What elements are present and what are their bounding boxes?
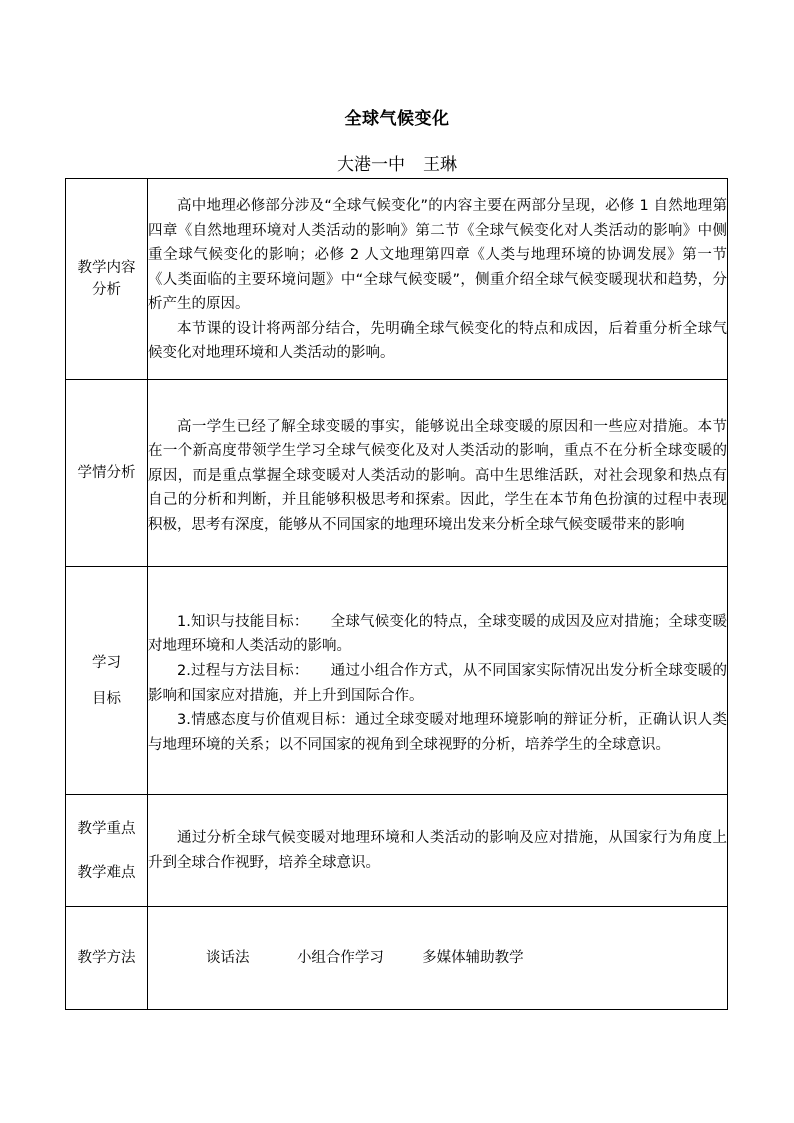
teaching-methods-cell [148,907,728,1010]
content-analysis-cell [148,179,728,380]
student-analysis-cell [148,380,728,567]
table-row [66,380,728,567]
methods-line [148,946,727,971]
label-learning-goals [66,567,148,795]
method-item: 小组合作学习 [296,949,384,966]
lesson-plan-table [65,178,728,1010]
label-student-analysis: 学情分析 [66,380,148,567]
table-row [66,179,728,380]
paragraph: 本节课的设计将两部分结合，先明确全球气候变化的特点和成因，后着重分析全球气候变化对地理环境和人类活动的影响。 [148,320,727,362]
label-text: 目标 [92,690,121,707]
label-teaching-methods: 教学方法 [66,907,148,1010]
paragraph: 高中地理必修部分涉及“全球气候变化”的内容主要在两部分呈现，必修 1 自然地理第四章《自然地理环境对人类活动的影响》第二节《全球气候变化对人类活动的影响》中侧重全球气候变化的影响；必修 2 人文地理第四章《人类与地理环境的协调发展》第一节《人类面临的主要环境问题》中“全球气候变暖”，侧重介绍全球气候变暖现状和趋势，分析产生的原因。 [148,197,727,313]
label-text: 教学难点 [77,864,136,881]
label-key-points [66,795,148,907]
paragraph: 高一学生已经了解全球变暖的事实，能够说出全球变暖的原因和一些应对措施。本节在一个新高度带领学生学习全球气候变化及对人类活动的影响，重点不在分析全球变暖的原因，而是重点掌握全球变暖对人类活动的影响。高中生思维活跃，对社会现象和热点有自己的分析和判断，并且能够积极思考和探索。因此，学生在本节角色扮演的过程中表现积极，思考有深度，能够从不同国家的地理环境出发来分析全球气候变暖带来的影响 [148,418,727,533]
learning-goals-cell [148,567,728,795]
label-text: 教学内容 [77,260,136,276]
label-text: 学习 [92,654,121,671]
method-item: 谈话法 [206,949,250,966]
label-text: 教学重点 [77,820,136,837]
goal-item: 2.过程与方法目标： 通过小组合作方式，从不同国家实际情况出发分析全球变暖的影响和国家应对措施，并上升到国际合作。 [148,662,727,704]
label-text: 分析 [92,282,121,298]
goal-item: 3.情感态度与价值观目标：通过全球变暖对地理环境影响的辩证分析，正确认识人类与地理环境的关系；以不同国家的视角到全球视野的分析，培养学生的全球意识。 [148,712,727,753]
paragraph: 通过分析全球气候变暖对地理环境和人类活动的影响及应对措施，从国家行为角度上升到全球合作视野，培养全球意识。 [148,829,727,871]
author-line [0,150,794,175]
document-title: 全球气候变化 [344,109,450,129]
table-row [66,567,728,795]
key-points-cell [148,795,728,907]
author-name: 王琳 [423,155,457,175]
goal-item: 1.知识与技能目标： 全球气候变化的特点，全球变暖的成因及应对措施；全球变暖对地理环境和人类活动的影响。 [148,613,727,655]
label-content-analysis [66,179,148,380]
method-item: 多媒体辅助教学 [422,949,524,966]
table-row [66,907,728,1010]
table-row [66,795,728,907]
school-name: 大港一中 [337,155,405,175]
